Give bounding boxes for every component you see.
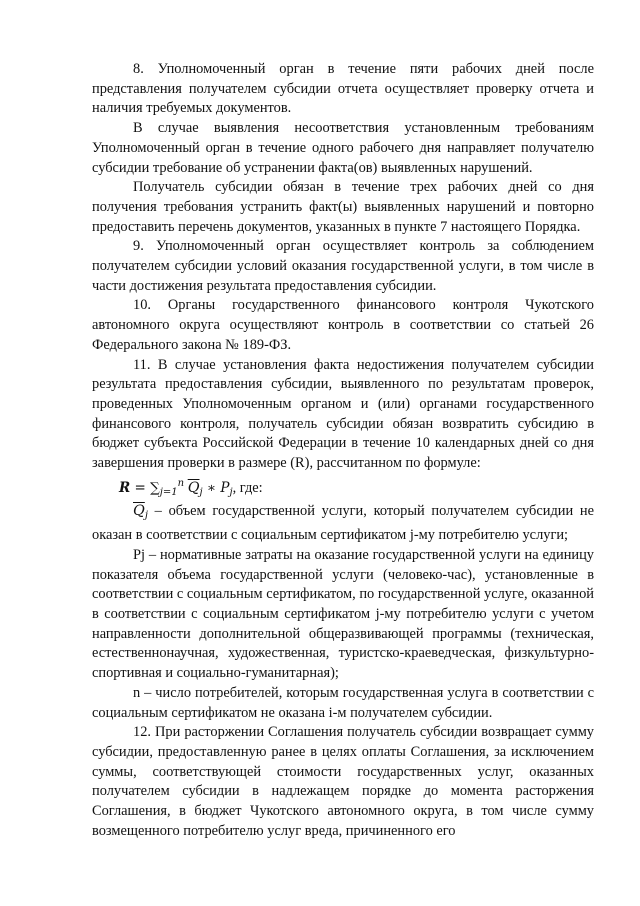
definition-n: n – число потребителей, которым государственная услуга в соответствии с социальным сертификатом не оказана i-м получателем субсидии. (92, 684, 594, 721)
formula-sum-sub: j=1 (159, 486, 178, 498)
definition-qj (92, 502, 594, 545)
paragraph-item-8: 8. Уполномоченный орган в течение пяти рабочих дней после представления получателем субсидии отчета осуществляет проверку отчета и наличия требуемых документов. (92, 61, 594, 117)
paragraph-item-11: 11. В случае установления факта недостижения получателем субсидии результата предоставления субсидии, выявленного по результатам проверок, проведенных Уполномоченным органом и (или) органами государственного финансового контроля, получатель субсидии обязан возвратить субсидию в бюджет субъекта Российской Федерации в течение 10 календарных дней со дня завершения проверки в размере (R), рассчитанном по формуле: (92, 356, 594, 472)
formula-p: P (220, 479, 230, 496)
definition-q-text: – объем государственной услуги, который получателем субсидии не оказан в соответствии с социальным сертификатом j-му потребителю услуги; (92, 503, 594, 544)
formula-sum: ∑ (150, 479, 160, 496)
formula-equals: = (130, 479, 151, 496)
formula-p-sub: j (229, 486, 233, 498)
definition-q-symbol: $\overline{Q}$ (133, 503, 145, 520)
formula-times: ∗ (202, 479, 221, 496)
formula-lhs: R (119, 479, 131, 496)
paragraph-item-10: 10. Органы государственного финансового контроля Чукотского автономного округа осуществляют контроль в соответствии со статьей 26 Федерального закона № 189-ФЗ. (92, 297, 594, 353)
paragraph-item-12: 12. При расторжении Соглашения получатель субсидии возвращает сумму субсидии, предоставленную ранее в целях оплаты Соглашения, за исключением суммы, соответствующей стоимости государственных услуг, оказанных получателем субсидии в надлежащем порядке до момента расторжения Соглашения, в бюджет Чукотского автономного округа, в том числе сумму возмещенного потребителю услуг вреда, причиненного его (92, 724, 594, 839)
paragraph-item-9: 9. Уполномоченный орган осуществляет контроль за соблюдением получателем субсидии условий оказания государственной услуги, в том числе в части достижения результата предоставления субсидии. (92, 238, 594, 294)
definition-q-sub: j (144, 510, 148, 522)
paragraph-noncompliance: В случае выявления несоответствия установленным требованиям Уполномоченный орган в течение одного рабочего дня направляет получателю субсидии требование об устранении факта(ов) выявленных нарушений. (92, 120, 594, 176)
formula-q: $\overline{Q}$ (187, 479, 200, 496)
formula-tail: , где: (232, 479, 263, 496)
definition-pj: Pj – нормативные затраты на оказание государственной услуги на единицу показателя объема государственной услуги (человеко-час), установленные в соответствии с социальным сертификатом, по государственной услуге, оказанной в соответствии с социальным сертификатом j-му потребителю услуги с учетом направленности дополнительной общеразвивающей программы (техническая, естественнонаучная, художественная, туристско-краеведческая, физкультурно-спортивная и социально-гуманитарная); (92, 546, 594, 682)
paragraph-resubmission: Получатель субсидии обязан в течение трех рабочих дней со дня получения требования устранить факт(ы) выявленных нарушений и повторно предоставить перечень документов, указанных в пункте 7 настоящего Порядка. (92, 179, 594, 235)
refund-formula (92, 474, 594, 503)
formula-sum-sup: n (177, 477, 185, 489)
formula-q-sub: j (199, 486, 203, 498)
